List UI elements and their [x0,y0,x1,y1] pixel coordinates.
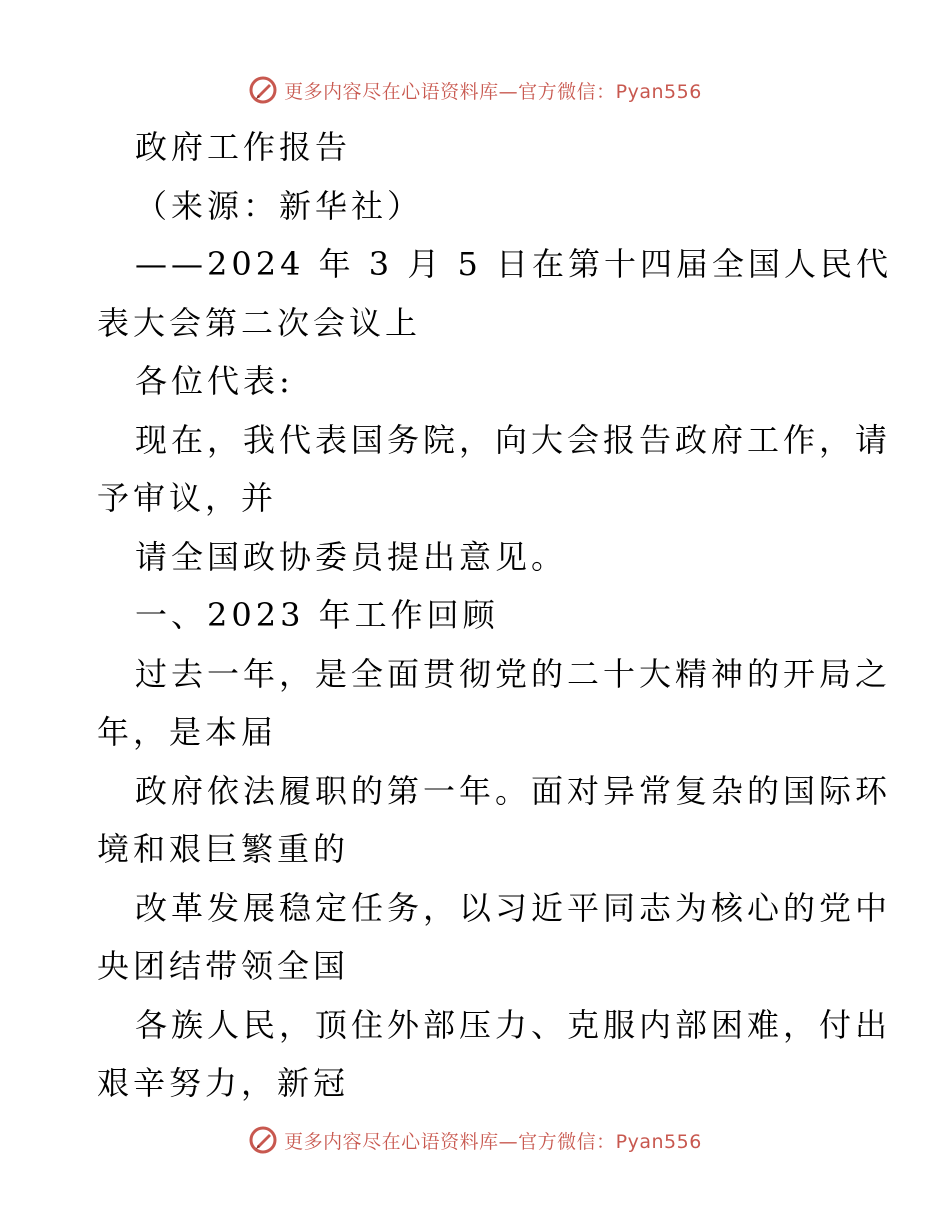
quill-logo-icon [248,1125,278,1155]
text-line: 改革发展稳定任务，以习近平同志为核心的党中 [135,888,892,927]
text-line: 政府依法履职的第一年。面对异常复杂的国际环 [135,771,892,810]
watermark-text: 更多内容尽在心语资料库—官方微信：Pyan556 [284,80,702,103]
text-line: 各位代表: [135,362,294,400]
header-watermark-banner [0,73,950,107]
text-line: 年，是本届 [97,713,278,751]
footer-watermark-banner [0,1123,950,1157]
watermark-text: 更多内容尽在心语资料库—官方微信：Pyan556 [284,1130,702,1153]
text-line: 请全国政协委员提出意见。 [135,537,568,576]
text-line: 一、2023 年工作回顾 [135,596,499,634]
text-line: 现在，我代表国务院，向大会报告政府工作，请 [135,420,892,459]
text-line: （来源：新华社） [135,186,424,225]
text-line: 表大会第二次会议上 [97,303,422,342]
text-line: 过去一年，是全面贯彻党的二十大精神的开局之 [135,654,892,693]
text-line: 央团结带领全国 [97,947,350,985]
text-line: 政府工作报告 [135,128,352,166]
quill-logo-icon [248,75,278,105]
document-body [97,118,893,1113]
text-line: 予审议，并 [97,479,278,517]
text-line: 境和艰巨繁重的 [97,830,350,868]
text-line: ——2024 年 3 月 5 日在第十四届全国人民代 [135,245,893,283]
text-line: 各族人民，顶住外部压力、克服内部困难，付出 [135,1005,892,1044]
text-line: 艰辛努力，新冠 [97,1064,350,1102]
